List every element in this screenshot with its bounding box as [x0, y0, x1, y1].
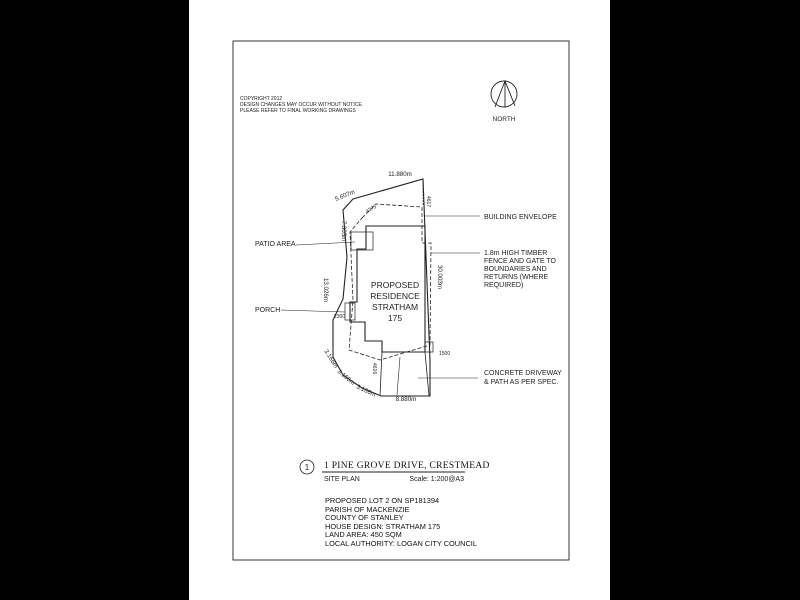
refer-drawings-line: PLEASE REFER TO FINAL WORKING DRAWINGS [240, 108, 356, 114]
lot-info-line: COUNTY OF STANLEY [325, 513, 404, 522]
copyright-line: COPYRIGHT 2012 [240, 96, 283, 102]
label-fence-1: 1.8m HIGH TIMBER [484, 250, 548, 257]
label-porch: PORCH [255, 307, 281, 314]
label-fence-4: RETURNS (WHERE [484, 274, 549, 281]
lot-info-line: PROPOSED LOT 2 ON SP181394 [325, 496, 440, 505]
dim-left-upper: 7.003m [340, 220, 347, 242]
label-fence-5: REQUIRED) [484, 282, 524, 289]
label-driveway-1: CONCRETE DRIVEWAY [484, 370, 562, 377]
drawing-number: 1 [304, 463, 310, 472]
lot-info-line: LOCAL AUTHORITY: LOGAN CITY COUNCIL [325, 538, 477, 548]
dim-setback-top-corner: 4275 [365, 203, 378, 215]
lot-info-line: PARISH OF MACKENZIE [325, 504, 410, 514]
residence-label-1: PROPOSED [370, 280, 420, 290]
dim-setback-right: 1500 [439, 351, 451, 357]
plan-scale: Scale: 1:200@A3 [409, 476, 464, 483]
dim-bottom: 8.880m [395, 396, 417, 403]
label-fence-2: FENCE AND GATE TO [484, 258, 556, 265]
label-building-envelope: BUILDING ENVELOPE [484, 214, 557, 221]
lot-info [325, 497, 477, 548]
dim-setback-bottom: 4616 [371, 363, 377, 375]
north-label: NORTH [492, 116, 516, 123]
dim-left-mid: 13.026m [322, 277, 329, 303]
dim-setback-porch: 2300 [334, 314, 346, 320]
site-address: 1 PINE GROVE DRIVE, CRESTMEAD [324, 461, 490, 471]
dim-bottom-diag-3: 3.166m [355, 383, 377, 399]
design-changes-line: DESIGN CHANGES MAY OCCUR WITHOUT NOTICE. [240, 102, 364, 108]
plan-subtitle: SITE PLAN [324, 476, 360, 483]
label-patio: PATIO AREA [255, 241, 296, 248]
dim-top: 11.880m [388, 171, 412, 178]
title-block [300, 460, 490, 483]
driveway-right [425, 352, 429, 396]
dim-bottom-diag-1: 3.166m [322, 348, 340, 370]
residence-label-4: 175 [387, 313, 403, 323]
driveway-left [380, 352, 382, 396]
dim-right: 30.003m [436, 264, 443, 290]
lot-info-line: HOUSE DESIGN: STRATHAM 175 [325, 521, 441, 531]
lot-info-line: LAND AREA: 450 SQM [325, 530, 402, 539]
patio-area [351, 232, 373, 250]
residence-label-2: RESIDENCE [370, 291, 420, 301]
dim-bottom-diag-2: 3.166m [335, 368, 357, 387]
label-driveway-2: & PATH AS PER SPEC. [484, 379, 559, 386]
path-line [397, 357, 400, 395]
copyright-notes [240, 96, 363, 114]
north-arrow-icon [491, 81, 517, 107]
label-fence-3: BOUNDARIES AND [484, 266, 547, 273]
dim-top-left-diag: 5.607m [334, 188, 356, 203]
dim-setback-top: 4617 [425, 196, 431, 208]
residence-label-3: STRATHAM [371, 302, 419, 312]
